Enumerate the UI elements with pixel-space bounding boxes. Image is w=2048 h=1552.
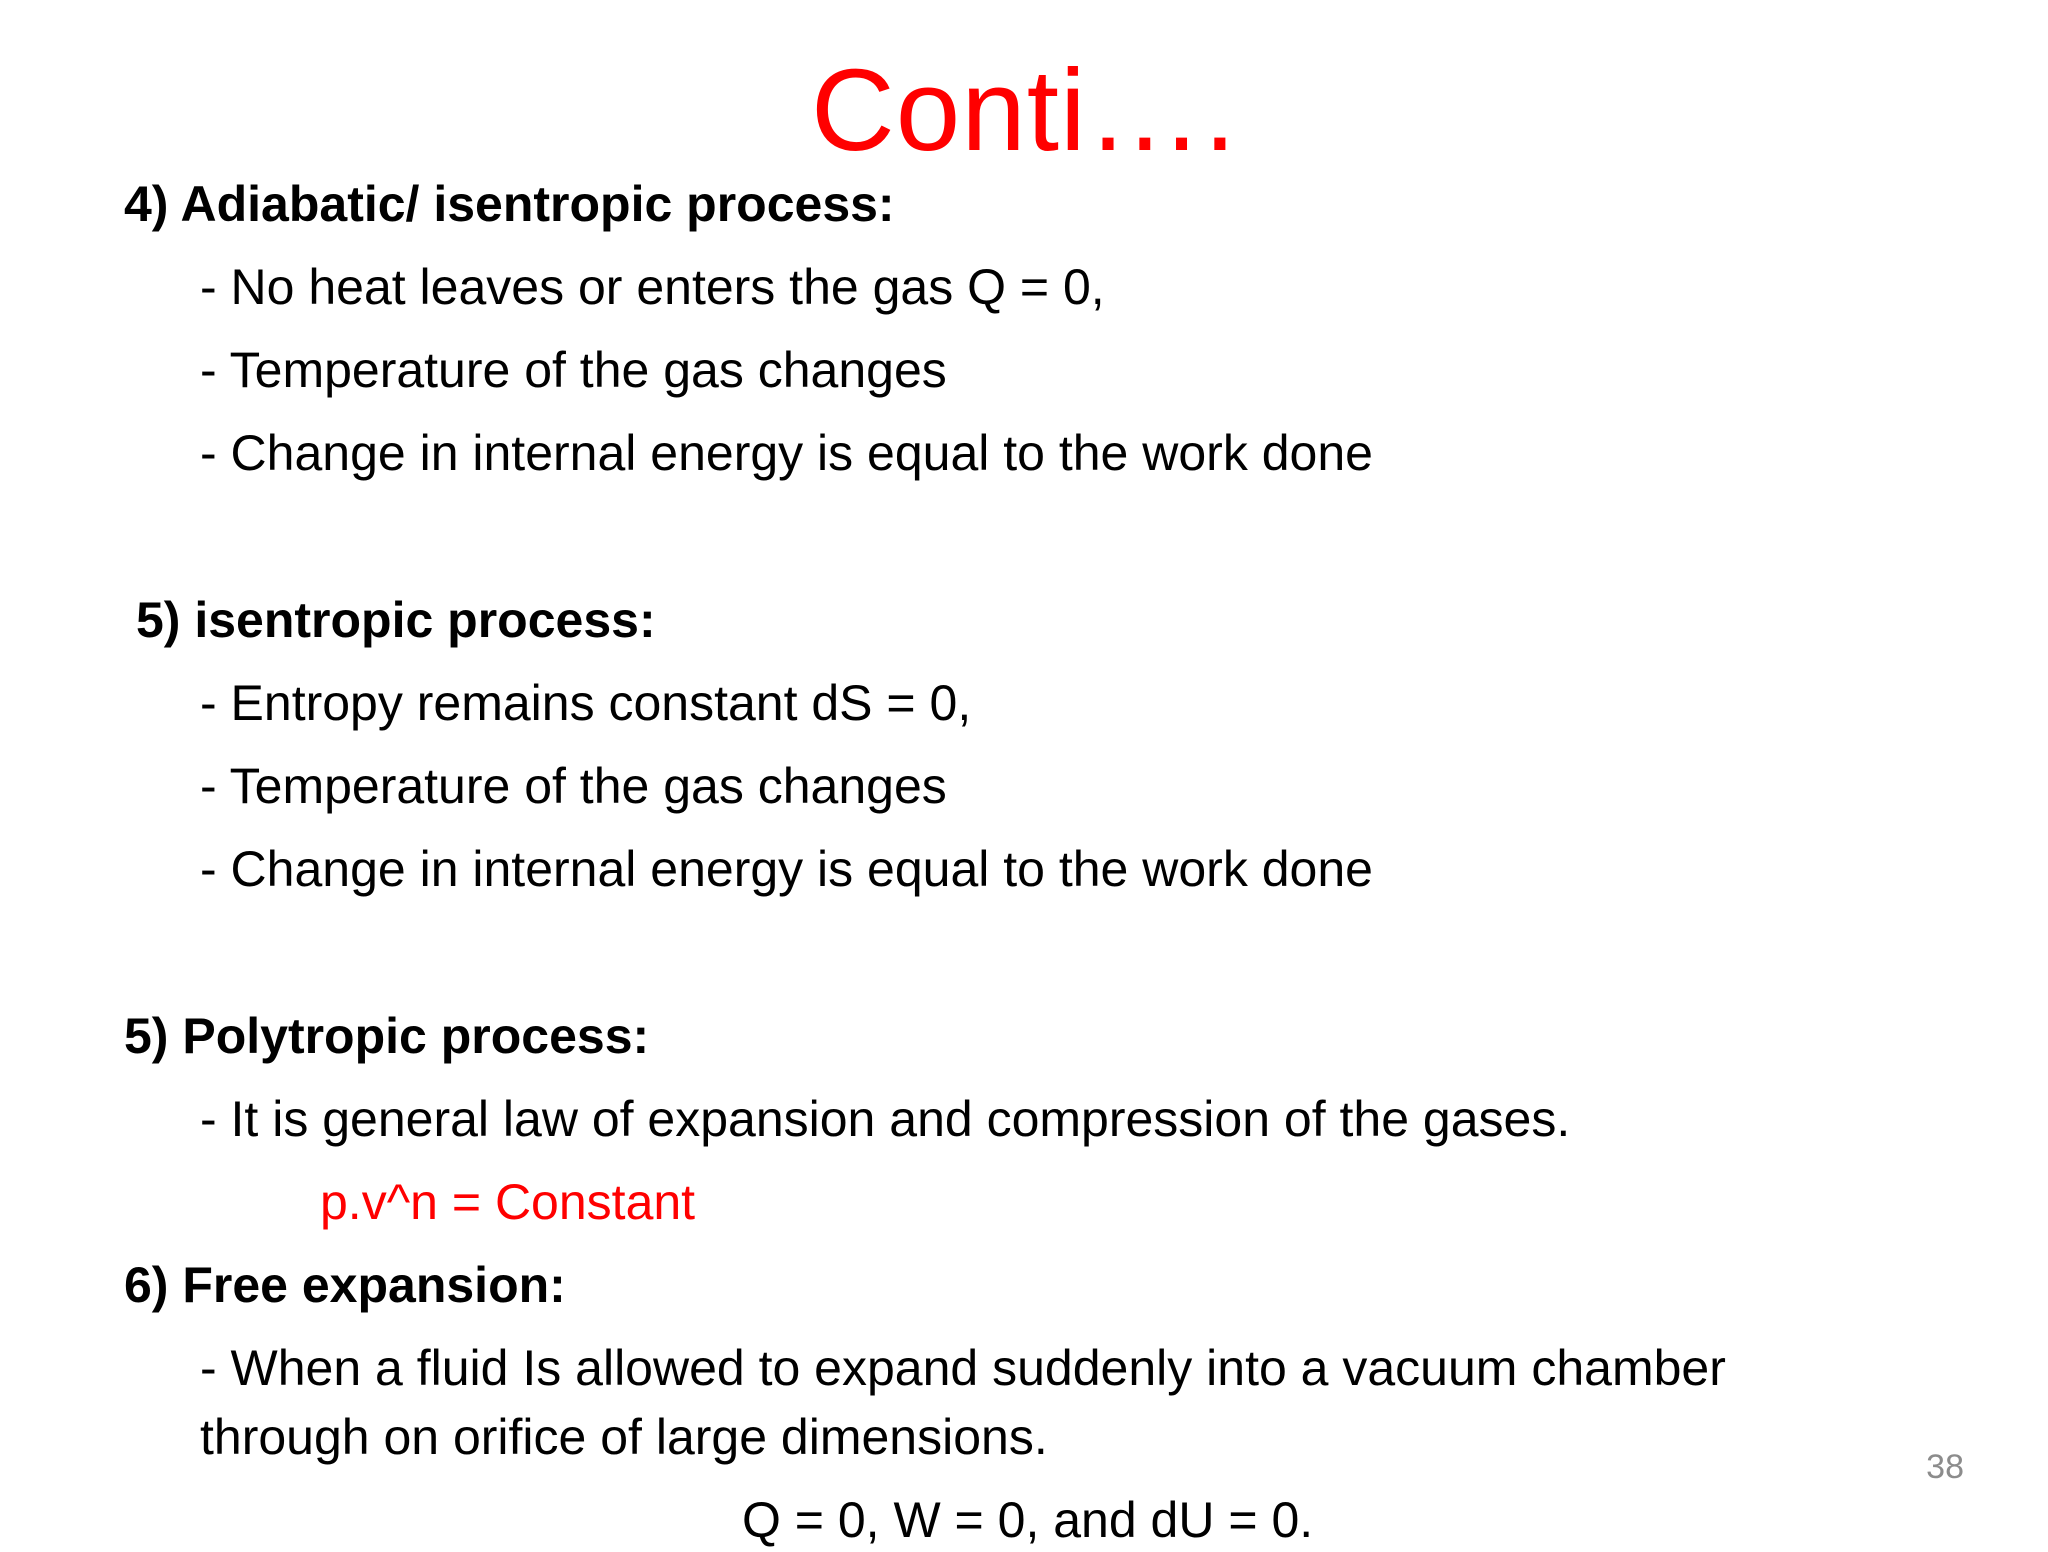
free-expansion-formula: Q = 0, W = 0, and dU = 0. (742, 1492, 1314, 1548)
bullet-general-law: - It is general law of expansion and compression of the gases. (200, 1091, 1571, 1147)
bullet-internal-energy: - Change in internal energy is equal to the work done (200, 425, 1373, 481)
section-heading-polytropic: 5) Polytropic process: (124, 1008, 650, 1064)
bullet-no-heat: - No heat leaves or enters the gas Q = 0, (200, 259, 1105, 315)
bullet-temperature-changes: - Temperature of the gas changes (200, 758, 947, 814)
section-heading-free-expansion: 6) Free expansion: (124, 1257, 566, 1313)
section-heading-isentropic: 5) isentropic process: (136, 592, 656, 648)
bullet-internal-energy: - Change in internal energy is equal to the work done (200, 841, 1373, 897)
slide-title: Conti…. (810, 45, 1238, 175)
page-number: 38 (1926, 1448, 1964, 1486)
section-heading-adiabatic: 4) Adiabatic/ isentropic process: (124, 176, 895, 232)
bullet-temperature-changes: - Temperature of the gas changes (200, 342, 947, 398)
bullet-entropy-constant: - Entropy remains constant dS = 0, (200, 675, 972, 731)
bullet-fluid-expand: - When a fluid Is allowed to expand suddenly into a vacuum chamber (200, 1340, 1726, 1396)
polytropic-formula: p.v^n = Constant (320, 1174, 696, 1230)
bullet-orifice: through on orifice of large dimensions. (200, 1409, 1048, 1465)
